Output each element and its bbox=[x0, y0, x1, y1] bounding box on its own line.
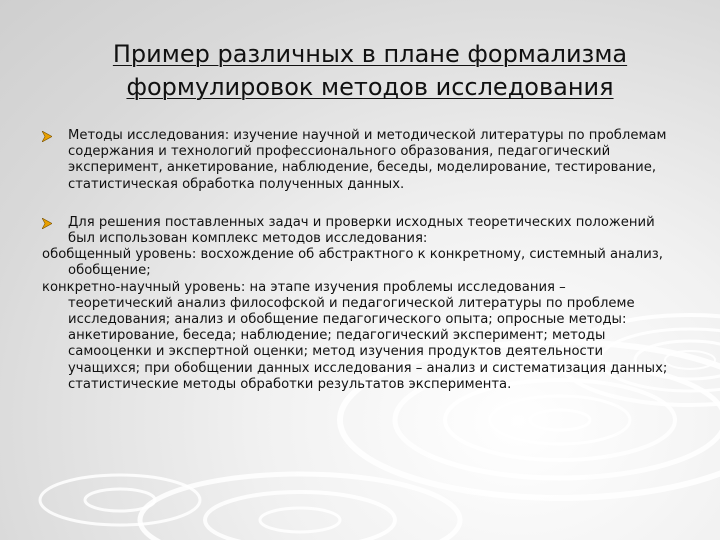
arrow-bullet-icon bbox=[42, 218, 52, 229]
slide-body bbox=[42, 128, 674, 393]
slide-title-line-2: формулировок методов исследования bbox=[126, 73, 614, 101]
bullet-research-methods-text: Методы исследования: изучение научной и методической литературы по проблемам содержания и технологий профессионального образования, педагогический эксперимент, анкетирование, наблюдение, беседы, моделирование, тестирование, статистическая обработка полученных данных. bbox=[68, 128, 667, 192]
bullet-research-methods bbox=[42, 128, 674, 193]
slide-title bbox=[60, 38, 680, 104]
slide-title-line-1: Пример различных в плане формализма bbox=[112, 40, 628, 68]
paragraph-general-level: обобщенный уровень: восхождение об абстрактного к конкретному, системный анализ, обобщение; bbox=[42, 247, 663, 279]
arrow-bullet-icon bbox=[42, 131, 52, 142]
bullet-methods-complex-text: Для решения поставленных задач и проверки исходных теоретических положений был использован комплекс методов исследования: bbox=[68, 214, 655, 247]
paragraph-specific-level: конкретно-научный уровень: на этапе изучения проблемы исследования – теоретический анализ философской и педагогической литературы по проблеме исследования; анализ и обобщение педагогического опыта; опросные методы: анкетирование, беседа; наблюдение; педагогический эксперимент; методы самооценки и экспертной оценки; метод изучения продуктов деятельности учащихся; при обобщении данных исследования – анализ и систематизация данных; статистические методы обработки результатов эксперимента. bbox=[42, 279, 668, 392]
bullet-methods-complex bbox=[42, 215, 674, 247]
